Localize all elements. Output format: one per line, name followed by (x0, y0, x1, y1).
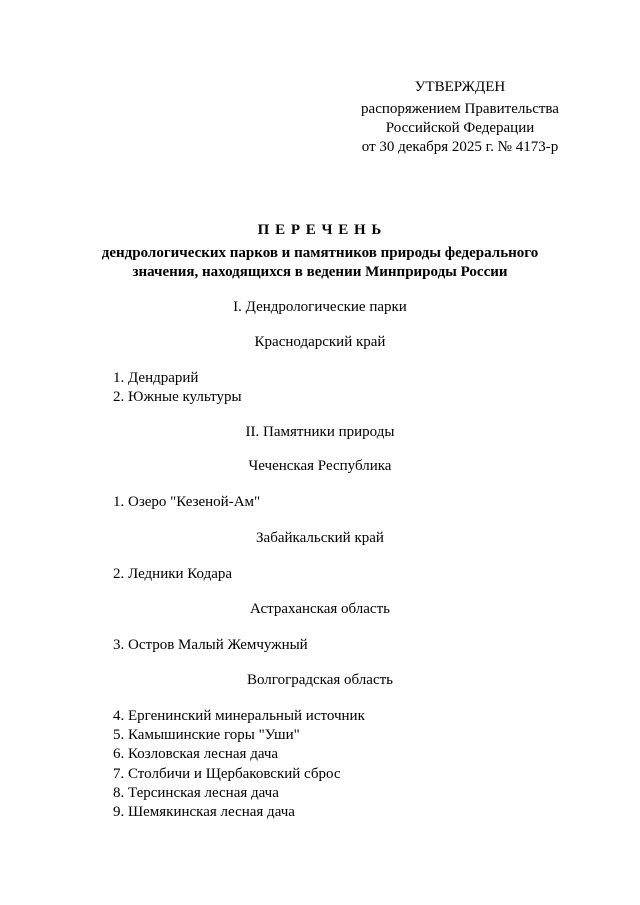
list-item: 1. Озеро "Кезеной-Ам" (113, 494, 261, 510)
list-item: 8. Терсинская лесная дача (113, 785, 279, 801)
list-item: 1. Дендрарий (113, 370, 199, 386)
approval-authority: распоряжением Правительства (361, 101, 559, 117)
approval-authority-country: Российской Федерации (385, 120, 535, 136)
region-heading: Волгоградская область (247, 672, 393, 688)
list-item: 2. Ледники Кодара (113, 566, 233, 582)
approval-status: УТВЕРЖДЕН (414, 79, 506, 95)
approval-date: от 30 декабря 2025 г. № 4173-р (361, 139, 559, 155)
section-heading-natural-monuments: II. Памятники природы (245, 424, 395, 440)
list-item: 6. Козловская лесная дача (113, 746, 279, 762)
region-heading: Астраханская область (250, 601, 390, 617)
document-subtitle-line-2: значения, находящихся в ведении Минприроды России (132, 264, 508, 280)
list-item: 2. Южные культуры (113, 389, 242, 405)
region-heading: Краснодарский край (254, 334, 386, 350)
list-item: 5. Камышинские горы "Уши" (113, 727, 300, 743)
document-title: П Е Р Е Ч Е Н Ь (257, 222, 383, 238)
list-item: 7. Столбичи и Щербаковский сброс (113, 766, 341, 782)
approval-block (340, 78, 580, 157)
list-item: 3. Остров Малый Жемчужный (113, 637, 308, 653)
region-heading: Чеченская Республика (248, 458, 392, 474)
region-heading: Забайкальский край (256, 530, 384, 546)
list-item: 9. Шемякинская лесная дача (113, 804, 295, 820)
list-item: 4. Ергенинский минеральный источник (113, 708, 365, 724)
document-subtitle-line-1: дендрологических парков и памятников природы федерального (101, 245, 539, 261)
section-heading-dendro-parks: I. Дендрологические парки (233, 299, 407, 315)
